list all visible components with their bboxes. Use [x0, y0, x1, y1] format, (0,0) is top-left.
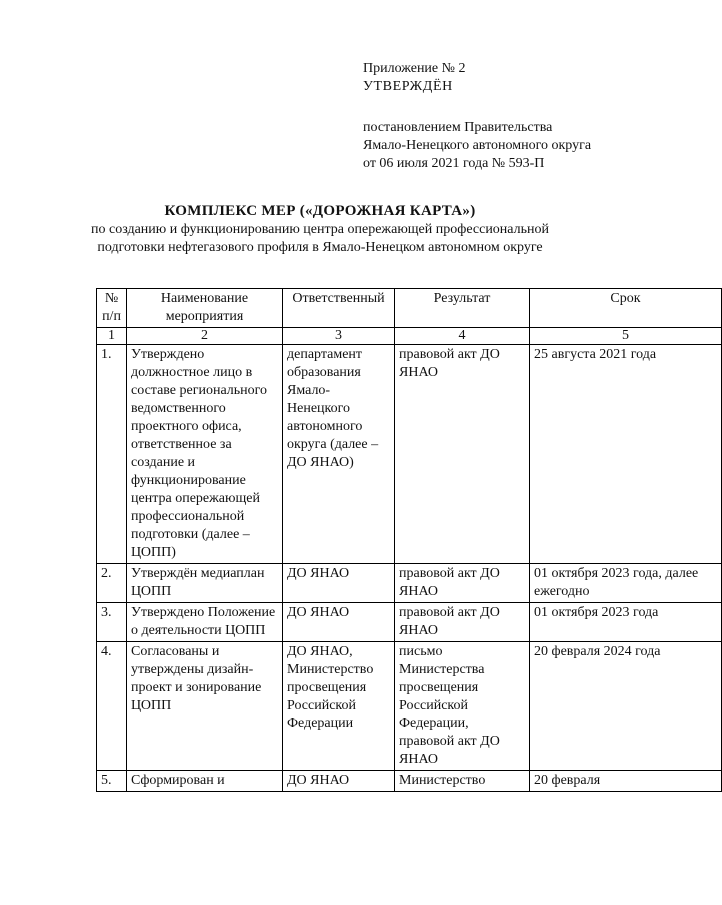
document-title: КОМПЛЕКС МЕР («ДОРОЖНАЯ КАРТА») [164, 203, 476, 219]
row-number: 1. [97, 345, 127, 564]
deadline: 20 февраля 2024 года [530, 642, 722, 771]
column-number-row [97, 328, 722, 345]
deadline: 01 октября 2023 года, далее ежегодно [530, 564, 722, 603]
document-subtitle: по созданию и функционированию центра опережающей профессиональной [90, 222, 549, 237]
column-header: № п/п [97, 289, 127, 328]
responsible: ДО ЯНАО [283, 603, 395, 642]
measure-name: Утверждено Положение о деятельности ЦОПП [127, 603, 283, 642]
column-number: 2 [127, 328, 283, 345]
row-number: 3. [97, 603, 127, 642]
responsible: ДО ЯНАО [283, 771, 395, 792]
row-number: 2. [97, 564, 127, 603]
approval-stamp [363, 60, 591, 173]
measure-name: Сформирован и [127, 771, 283, 792]
measure-name: Утверждён медиаплан ЦОПП [127, 564, 283, 603]
table-row [97, 771, 722, 792]
result: правовой акт ДО ЯНАО [395, 564, 530, 603]
responsible: ДО ЯНАО [283, 564, 395, 603]
result: письмо Министерства просвещения Российской Федерации, правовой акт ДО ЯНАО [395, 642, 530, 771]
deadline: 25 августа 2021 года [530, 345, 722, 564]
measure-name: Согласованы и утверждены дизайн-проект и зонирование ЦОПП [127, 642, 283, 771]
column-number: 3 [283, 328, 395, 345]
approved-by-line: от 06 июля 2021 года № 593-П [363, 156, 545, 171]
column-number: 5 [530, 328, 722, 345]
approved-label: УТВЕРЖДЁН [363, 79, 453, 94]
document-heading [0, 202, 640, 257]
appendix-number: Приложение № 2 [363, 61, 466, 76]
table-row [97, 564, 722, 603]
row-number: 4. [97, 642, 127, 771]
table-header-row [97, 289, 722, 328]
result: Министерство [395, 771, 530, 792]
row-number: 5. [97, 771, 127, 792]
table-row [97, 642, 722, 771]
result: правовой акт ДО ЯНАО [395, 345, 530, 564]
column-number: 1 [97, 328, 127, 345]
table-row [97, 603, 722, 642]
column-header: Наименование мероприятия [127, 289, 283, 328]
measure-name: Утверждено должностное лицо в составе регионального ведомственного проектного офиса, ответственное за создание и функционирование центра опережающей профессиональной подготовки (далее – ЦОПП) [127, 345, 283, 564]
deadline: 20 февраля [530, 771, 722, 792]
document-subtitle: подготовки нефтегазового профиля в Ямало-Ненецком автономном округе [97, 240, 543, 255]
column-number: 4 [395, 328, 530, 345]
column-header: Результат [395, 289, 530, 328]
approved-by-line: Ямало-Ненецкого автономного округа [363, 138, 592, 153]
column-header: Срок [530, 289, 722, 328]
deadline: 01 октября 2023 года [530, 603, 722, 642]
responsible: департамент образования Ямало-Ненецкого автономного округа (далее – ДО ЯНАО) [283, 345, 395, 564]
roadmap-table [96, 288, 722, 792]
approved-by-line: постановлением Правительства [363, 120, 553, 135]
column-header: Ответственный [283, 289, 395, 328]
result: правовой акт ДО ЯНАО [395, 603, 530, 642]
table-row [97, 345, 722, 564]
responsible: ДО ЯНАО, Министерство просвещения Российской Федерации [283, 642, 395, 771]
